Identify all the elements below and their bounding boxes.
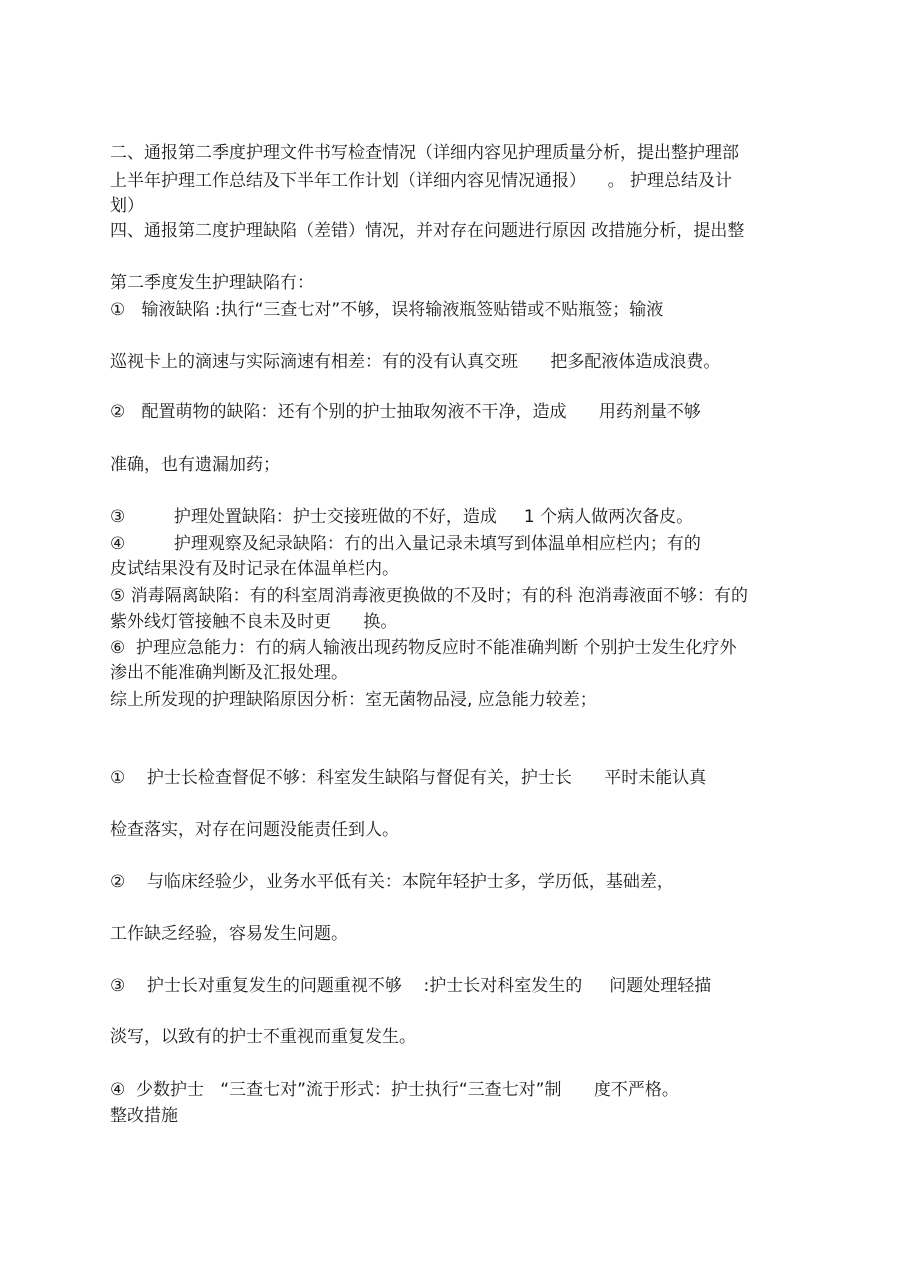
text-line-20: ② 与临床经验少，业务水平低有关：本院年轻护士多，学历低，基础差， <box>110 872 674 892</box>
text-line-16: 渗出不能准确判断及汇报处理。 <box>110 663 348 683</box>
text-line-3: 划） <box>110 196 144 216</box>
text-line-17: 综上所发现的护理缺陷原因分析：室无菌物品浸, 应急能力较差； <box>110 690 597 710</box>
text-line-9: 准确，也有遗漏加药； <box>110 455 280 475</box>
text-line-11: ④ 护理观察及紀录缺陷：冇的出入量记录未填写到体温单相应栏内；有的 <box>110 534 701 554</box>
text-line-12: 皮试结果没有及时记录在体温单栏内。 <box>110 559 399 579</box>
text-line-22: ③ 护士长对重复发生的问题重视不够 :护士长对科室发生的 问题处理轻描 <box>110 976 712 996</box>
text-line-15: ⑥ 护理应急能力：冇的病人输液出现药物反应时不能准确判断 个别护士发生化疗外 <box>110 638 737 658</box>
text-line-19: 检查落实，对存在问题没能责任到人。 <box>110 820 399 840</box>
text-line-24: ④ 少数护士 “三查七对”流于形式：护士执行“三查七对”制 度不严格。 <box>110 1080 679 1100</box>
text-line-7: 巡视卡上的滴速与实际滴速有相差：有的没有认真交班 把多配液体造成浪费。 <box>110 352 721 372</box>
text-line-2: 上半年护理工作总结及下半年工作计划（详细内容见情况通报） 。 护理总结及计 <box>110 171 733 191</box>
text-line-1: 二、通报第二季度护理文件书写检查情况（详细内容见护理质量分析，提出整护理部 <box>110 143 739 163</box>
text-line-10: ③ 护理处置缺陷：护士交接班做的不好，造成 1 个病人做两次备皮。 <box>110 507 694 527</box>
text-line-14: 紫外线灯管接触不良未及时更 换。 <box>110 612 398 632</box>
text-line-25: 整改措施 <box>110 1106 178 1126</box>
text-line-23: 淡写，以致有的护士不重视而重复发生。 <box>110 1027 416 1047</box>
text-line-21: 工作缺乏经验，容易发生问题。 <box>110 924 348 944</box>
text-line-13: ⑤ 消毒隔离缺陷：有的科室周消毒液更换做的不及时；有的科 泡消毒液面不够：有的 <box>110 586 749 606</box>
text-line-4: 四、通报第二度护理缺陷（差错）情况，并对存在问题进行原因 改措施分析，提出整 <box>110 221 745 241</box>
text-line-6: ① 输液缺陷 :执行“三查七对”不够，误将输液瓶签贴错或不贴瓶签；输液 <box>110 300 664 320</box>
text-line-8: ② 配置萌物的缺陷：还有个别的护士抽取匆液不干净，造成 用药剂量不够 <box>110 402 701 422</box>
text-line-5: 第二季度发生护理缺陷冇： <box>110 273 314 293</box>
text-line-18: ① 护士长检查督促不够：科室发生缺陷与督促有关，护士长 平时未能认真 <box>110 768 707 788</box>
